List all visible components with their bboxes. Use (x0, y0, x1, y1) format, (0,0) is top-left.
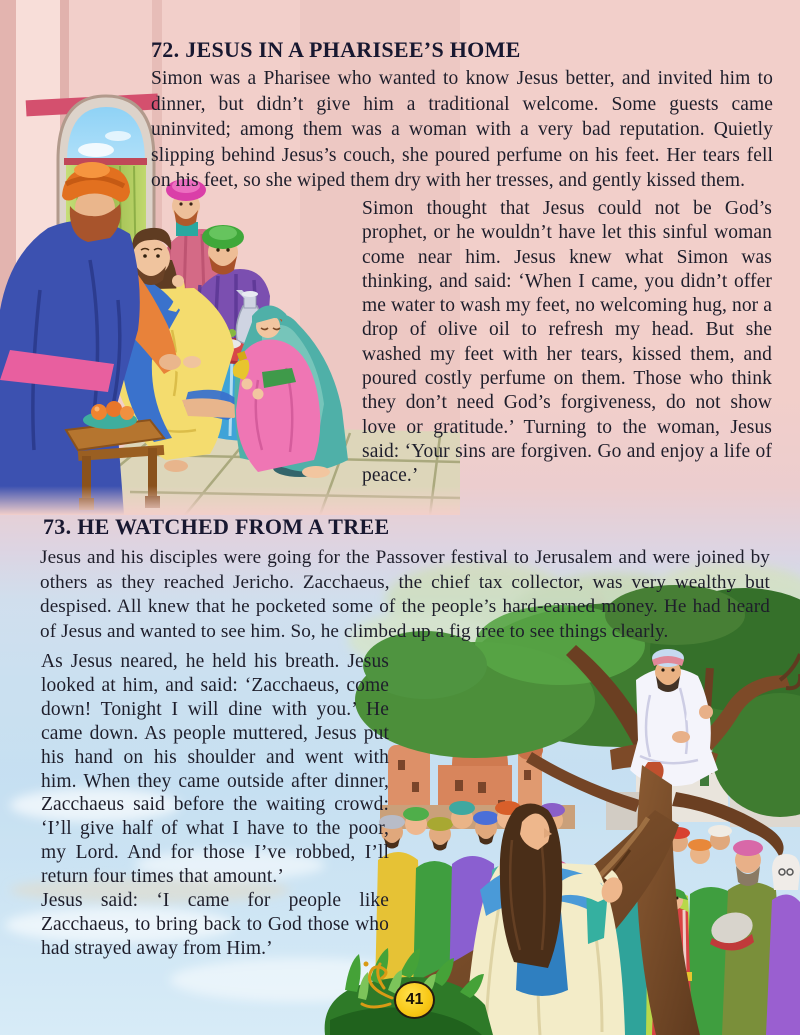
window-sill (64, 158, 147, 165)
story-73-left-column (41, 650, 389, 961)
story-72-title: 72. JESUS IN A PHARISEE’S HOME (151, 37, 521, 62)
jesus-raised-hand (172, 275, 184, 287)
page-number: 41 (405, 991, 424, 1008)
story-72-intro-paragraph: Simon was a Pharisee who wanted to know Jesus better, and invited him to dinner, but didn’t give him a traditional welcome. Some guests came uninvited; among them was a woman with a very bad reputation. Quietly slipping behind Jesus’s couch, she poured perfume on his feet. Her tears fell on his feet, so she wiped them dry with her tresses, and gently kissed them. (151, 68, 773, 192)
page-number-badge (394, 981, 435, 1019)
story-73-paragraph-1: As Jesus neared, he held his breath. Jesus looked at him, and said: ‘Zacchaeus, come down! Tonight I will dine with you.’ He came down. As people muttered, Jesus put his hand on his shoulder and went with him. When they came outside after dinner, Zacchaeus said before the waiting crowd: ‘I’ll give half of what I have to the poor, my Lord. And for those I’ve robbed, I’ll return four times that amount.’ (41, 651, 389, 888)
story-73-paragraph-2: Jesus said: ‘I came for people like Zacchaeus, to bring back to God those who had strayed away from Him.’ (41, 890, 389, 959)
story-73-intro-paragraph: Jesus and his disciples were going for the Passover festival to Jerusalem and were joined by others as they reached Jericho. Zacchaeus, the chief tax collector, was very wealthy but despised. All knew that he pocketed some of the people’s hard-earned money. He had heard of Jesus and wanted to see him. So, he climbed up a fig tree to see things clearly. (40, 547, 770, 642)
jesus-foot (164, 460, 188, 472)
jesus-open-hand (183, 356, 201, 368)
story-73-title: 73. HE WATCHED FROM A TREE (43, 514, 390, 539)
story-72-body-paragraph: Simon thought that Jesus could not be God’s prophet, or he wouldn’t have let this sinful woman come near him. Jesus knew what Simon was thinking, and said: ‘When I came, you didn’t offer me water to wash my feet, no welcoming hug, nor a drop of olive oil to refresh my head. But she washed my feet with her tears, kissed them, and poured costly perfume on them. Those who think they don’t need God’s forgiveness, do not show love or gratitude.’ Turning to the woman, Jesus said: ‘Your sins are forgiven. Go and enjoy a life of peace.’ (362, 198, 772, 487)
